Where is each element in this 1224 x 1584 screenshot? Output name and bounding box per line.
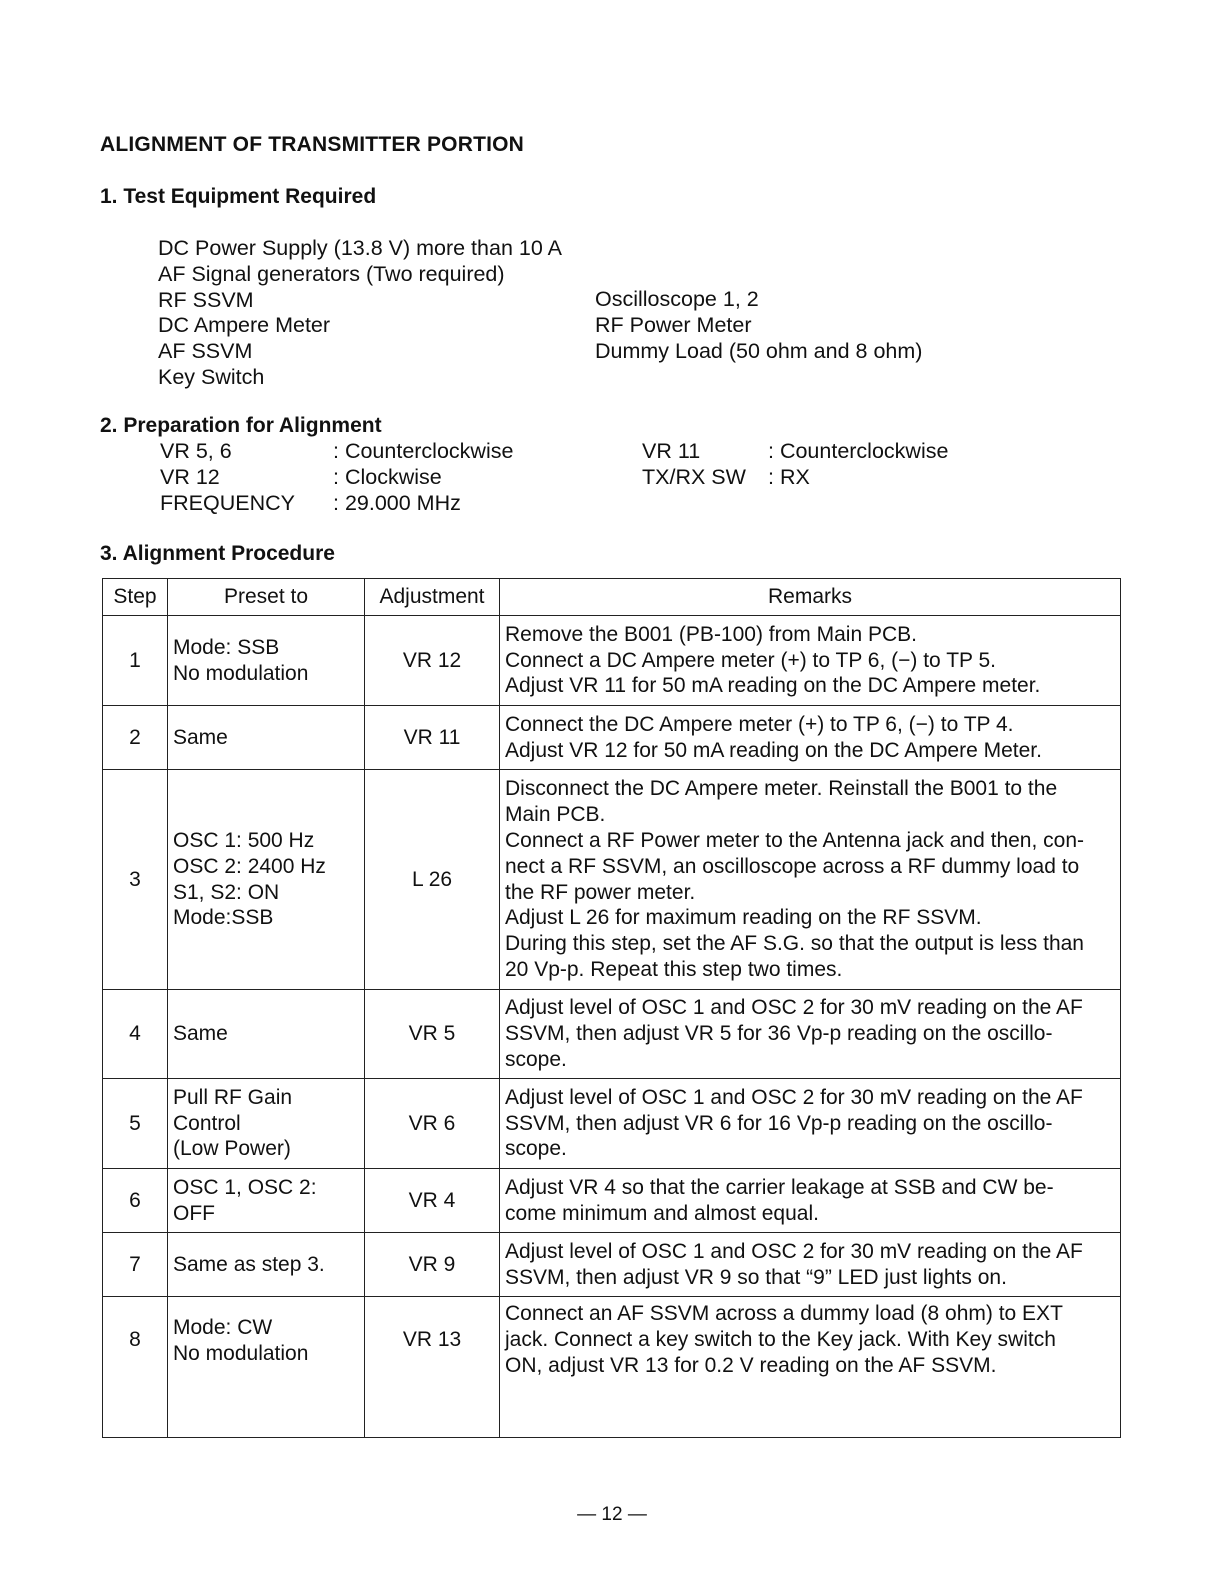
preset-cell: Same — [168, 990, 365, 1079]
adjustment-cell: VR 11 — [365, 706, 500, 770]
equipment-item: RF Power Meter — [595, 312, 752, 337]
table-row — [103, 1297, 1121, 1438]
setting-name: VR 5, 6 — [160, 439, 232, 463]
setting-name: TX/RX SW — [642, 465, 746, 489]
column-header-remarks: Remarks — [500, 579, 1121, 616]
step-cell: 7 — [103, 1233, 168, 1297]
equipment-list-left — [158, 236, 562, 391]
equipment-item: Dummy Load (50 ohm and 8 ohm) — [595, 338, 923, 363]
remarks-cell: Adjust VR 4 so that the carrier leakage at SSB and CW be- come minimum and almost equal. — [500, 1169, 1121, 1233]
setting-value: : 29.000 MHz — [333, 491, 461, 515]
remarks-cell: Remove the B001 (PB-100) from Main PCB. Connect a DC Ampere meter (+) to TP 6, (−) to TP 5. Adjust VR 11 for 50 mA reading on the DC Ampere meter. — [500, 616, 1121, 706]
adjustment-cell: VR 4 — [365, 1169, 500, 1233]
table-header-row — [103, 579, 1121, 616]
equipment-item: DC Ampere Meter — [158, 313, 331, 338]
remarks-cell: Connect an AF SSVM across a dummy load (8 ohm) to EXT jack. Connect a key switch to the Key jack. With Key switch ON, adjust VR 13 for 0.2 V reading on the AF SSVM. — [500, 1297, 1121, 1438]
adjustment-cell: VR 5 — [365, 990, 500, 1079]
page-title: ALIGNMENT OF TRANSMITTER PORTION — [100, 133, 525, 156]
equipment-item: AF SSVM — [158, 339, 253, 364]
step-cell: 5 — [103, 1079, 168, 1169]
preset-cell: Pull RF Gain Control (Low Power) — [168, 1079, 365, 1169]
setting-value: : Clockwise — [333, 465, 442, 489]
section-heading-test-equipment: 1. Test Equipment Required — [100, 185, 377, 208]
remarks-cell: Disconnect the DC Ampere meter. Reinstall the B001 to the Main PCB. Connect a RF Power meter to the Antenna jack and then, con- nect a RF SSVM, an oscilloscope across a RF dummy load to the RF power meter. Adjust L 26 for maximum reading on the RF SSVM. During this step, set the AF S.G. so that the output is less than 20 Vp-p. Repeat this step two times. — [500, 770, 1121, 990]
table-row — [103, 616, 1121, 706]
section-heading-preparation: 2. Preparation for Alignment — [100, 414, 382, 437]
page-number: — 12 — — [577, 1504, 647, 1525]
equipment-item: Key Switch — [158, 364, 265, 389]
table-row — [103, 706, 1121, 770]
table-row — [103, 990, 1121, 1079]
equipment-item: AF Signal generators (Two required) — [158, 261, 505, 286]
step-cell: 8 — [103, 1297, 168, 1438]
column-header-step: Step — [103, 579, 168, 616]
preset-cell: Mode: CW No modulation — [168, 1297, 365, 1438]
preset-cell: Same — [168, 706, 365, 770]
step-cell: 6 — [103, 1169, 168, 1233]
equipment-item: RF SSVM — [158, 287, 254, 312]
equipment-list-right — [595, 287, 922, 364]
equipment-item: Oscilloscope 1, 2 — [595, 287, 759, 311]
adjustment-cell: VR 13 — [365, 1297, 500, 1438]
adjustment-cell: L 26 — [365, 770, 500, 990]
column-header-preset: Preset to — [168, 579, 365, 616]
table-row — [103, 1169, 1121, 1233]
table-row — [103, 1233, 1121, 1297]
setting-name: VR 11 — [642, 439, 701, 463]
remarks-cell: Connect the DC Ampere meter (+) to TP 6, (−) to TP 4. Adjust VR 12 for 50 mA reading on the DC Ampere Meter. — [500, 706, 1121, 770]
remarks-cell: Adjust level of OSC 1 and OSC 2 for 30 mV reading on the AF SSVM, then adjust VR 6 for 16 Vp-p reading on the oscillo- scope. — [500, 1079, 1121, 1169]
preset-cell: OSC 1: 500 Hz OSC 2: 2400 Hz S1, S2: ON Mode:SSB — [168, 770, 365, 990]
setting-value: : RX — [768, 465, 810, 489]
step-cell: 3 — [103, 770, 168, 990]
remarks-cell: Adjust level of OSC 1 and OSC 2 for 30 mV reading on the AF SSVM, then adjust VR 5 for 36 Vp-p reading on the oscillo- scope. — [500, 990, 1121, 1079]
column-header-adjustment: Adjustment — [365, 579, 500, 616]
step-cell: 4 — [103, 990, 168, 1079]
setting-name: FREQUENCY — [160, 491, 295, 515]
setting-name: VR 12 — [160, 465, 220, 489]
section-heading-procedure: 3. Alignment Procedure — [100, 542, 335, 565]
step-cell: 1 — [103, 616, 168, 706]
preset-cell: Mode: SSB No modulation — [168, 616, 365, 706]
preset-cell: Same as step 3. — [168, 1233, 365, 1297]
table-row — [103, 770, 1121, 990]
remarks-cell: Adjust level of OSC 1 and OSC 2 for 30 mV reading on the AF SSVM, then adjust VR 9 so that “9” LED just lights on. — [500, 1233, 1121, 1297]
table-row — [103, 1079, 1121, 1169]
adjustment-cell: VR 6 — [365, 1079, 500, 1169]
setting-value: : Counterclockwise — [768, 439, 949, 463]
adjustment-cell: VR 12 — [365, 616, 500, 706]
equipment-item: DC Power Supply (13.8 V) more than 10 A — [158, 236, 562, 260]
preset-cell: OSC 1, OSC 2: OFF — [168, 1169, 365, 1233]
adjustment-cell: VR 9 — [365, 1233, 500, 1297]
alignment-procedure-table — [102, 578, 1121, 1438]
setting-value: : Counterclockwise — [333, 439, 514, 463]
step-cell: 2 — [103, 706, 168, 770]
